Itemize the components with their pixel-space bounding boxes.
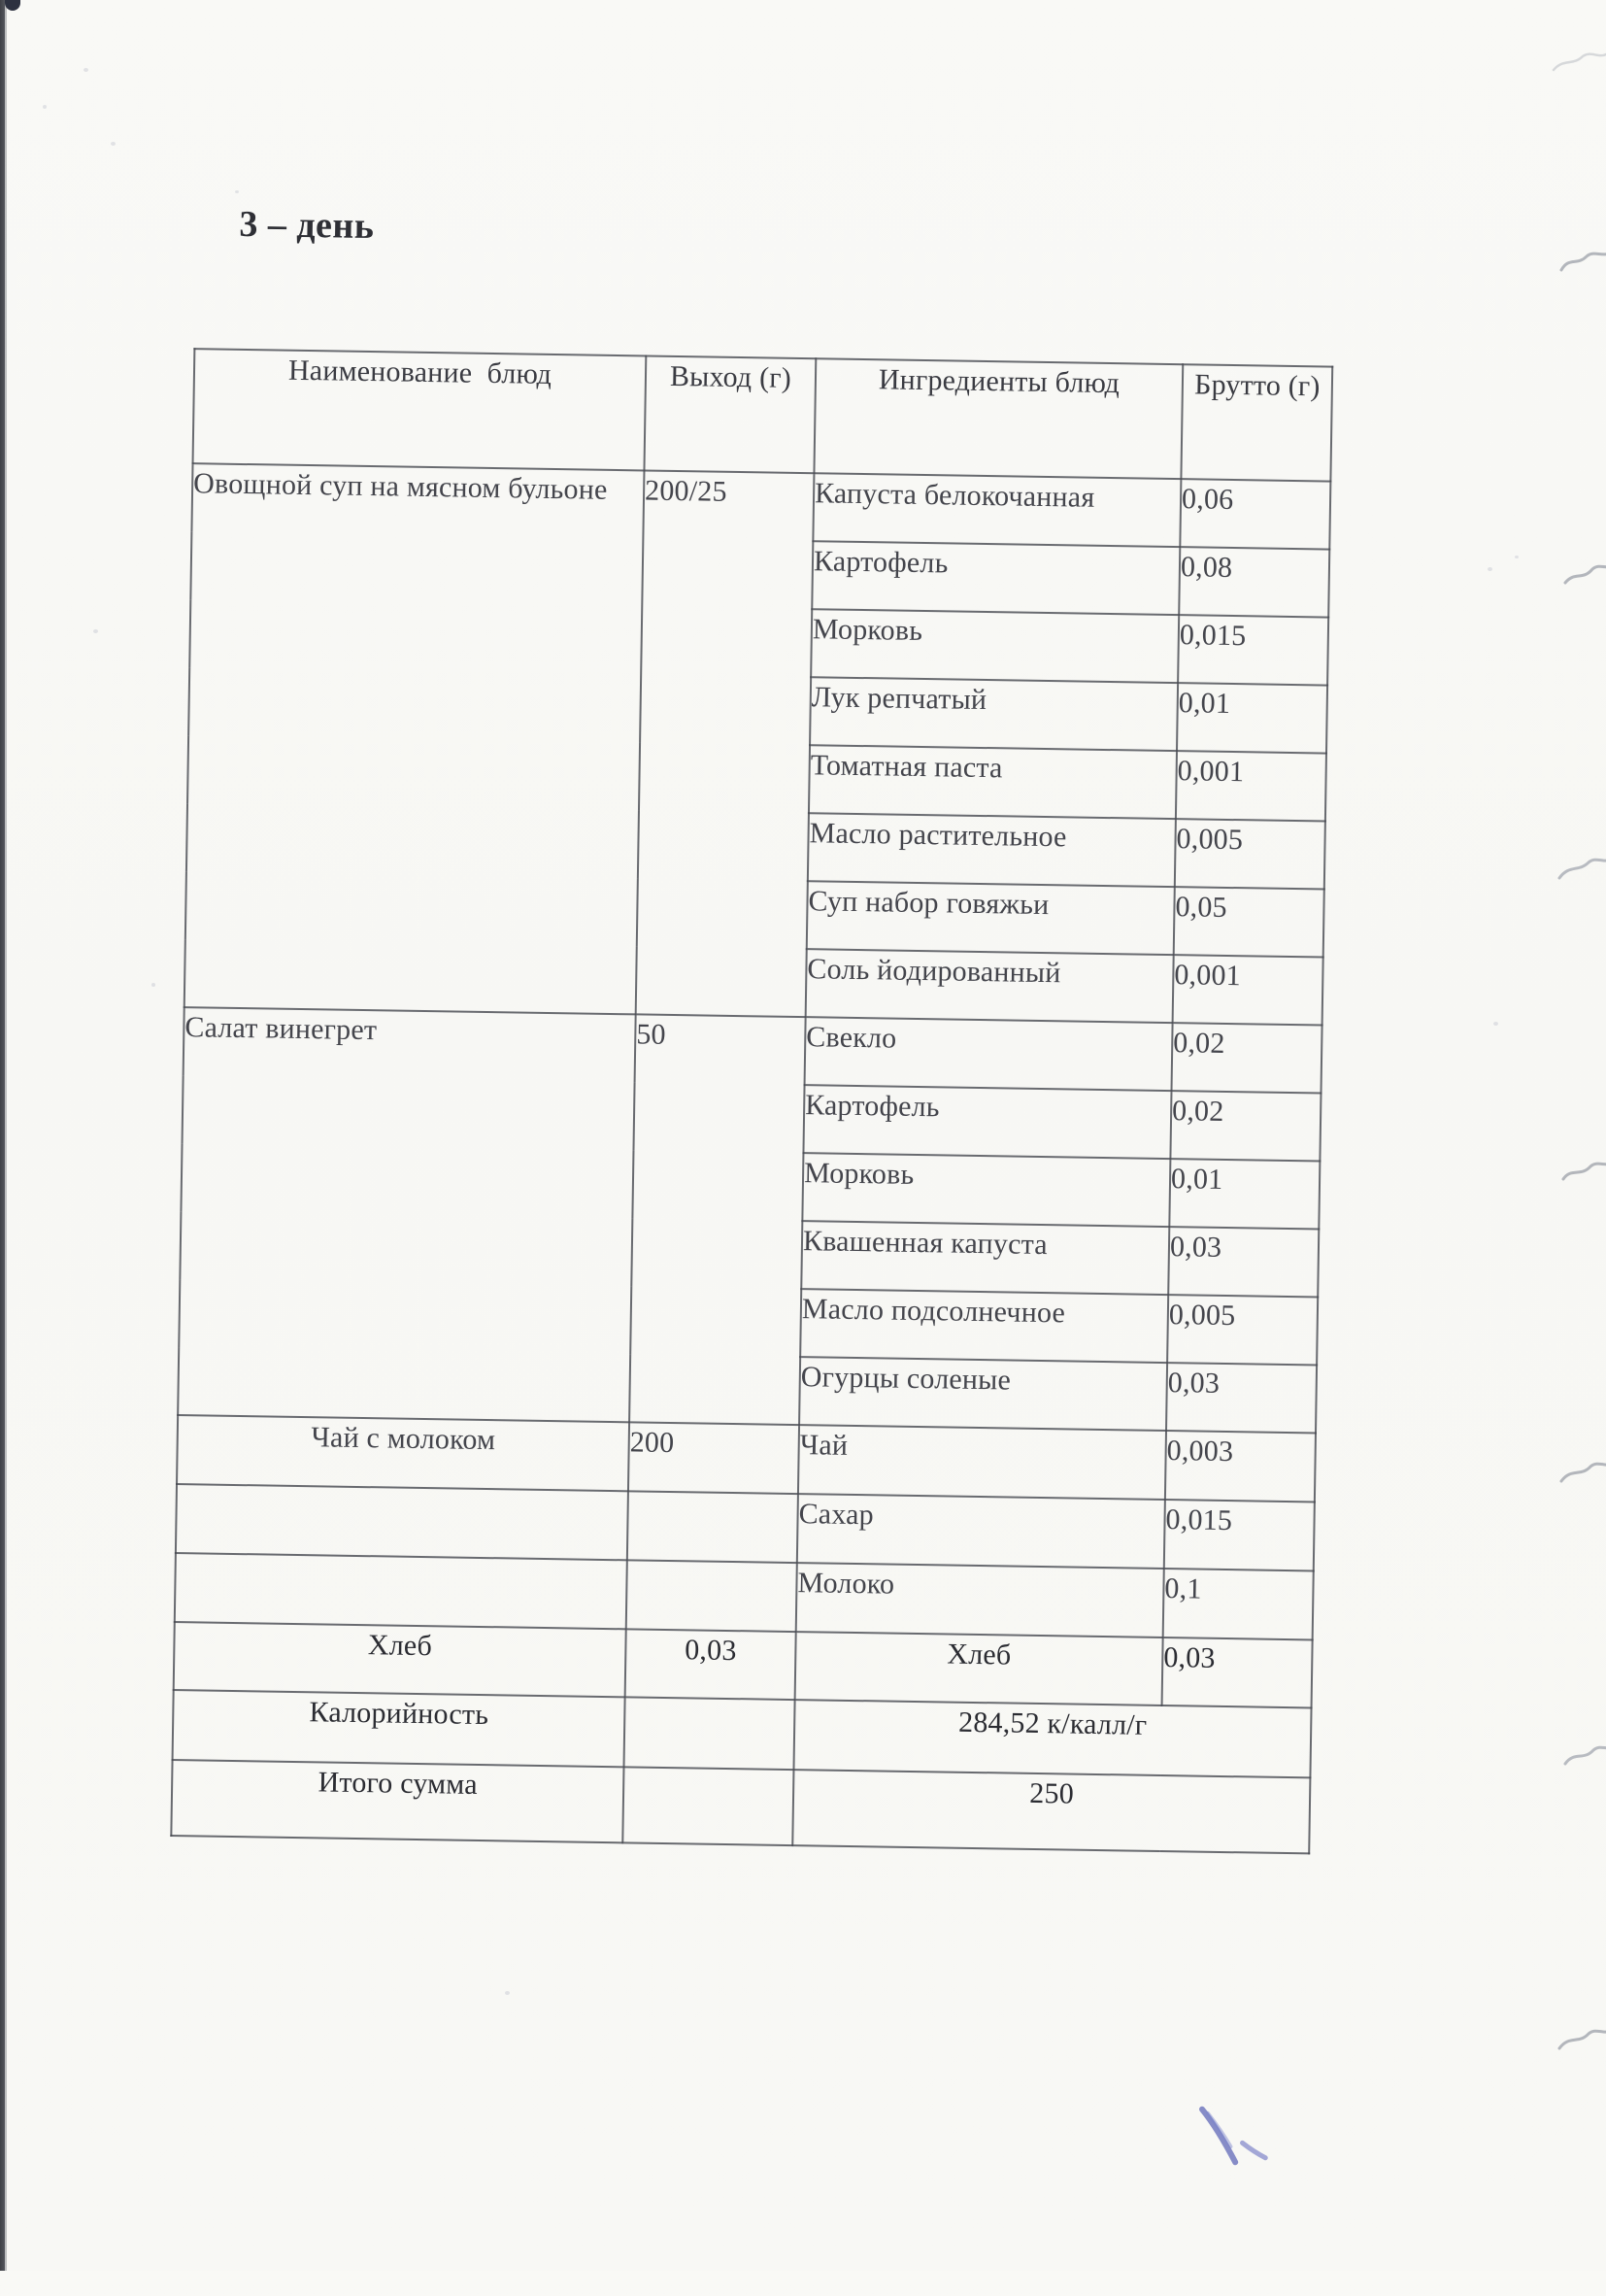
paper-speck [1488,567,1492,571]
ingredient-cell: Хлеб [795,1632,1163,1705]
dish-cell: Хлеб [174,1622,626,1697]
total-label: Итого сумма [171,1760,623,1842]
ingredient-cell: Морковь [802,1153,1170,1227]
scan-artifact-mark [1563,557,1606,591]
calories-label: Калорийность [173,1690,625,1767]
menu-table [170,348,1333,1854]
output-cell: 50 [629,1014,806,1425]
ingredient-cell: Сахар [797,1494,1165,1569]
paper-speck [43,105,47,109]
empty-cell [176,1484,628,1560]
dish-cell: Чай с молоком [177,1415,629,1491]
gross-cell: 0,05 [1174,887,1324,957]
scan-artifact-mark [1563,1739,1606,1772]
gross-cell: 0,015 [1164,1500,1315,1570]
paper-speck [1515,556,1519,558]
header-output: Выход (г) [644,355,816,473]
dish-cell: Салат винегрет [178,1007,636,1422]
gross-cell: 0,003 [1165,1431,1316,1502]
pen-mark [1182,2095,1290,2194]
ingredient-cell: Огурцы соленые [799,1357,1167,1431]
gross-cell: 0,03 [1168,1227,1319,1297]
gross-cell: 0,1 [1163,1569,1314,1639]
gross-cell: 0,001 [1176,751,1326,821]
ingredient-cell: Чай [798,1425,1166,1500]
empty-cell [622,1767,793,1845]
gross-cell: 0,01 [1169,1159,1320,1229]
ingredient-cell: Свекло [805,1017,1173,1091]
gross-cell: 0,02 [1170,1091,1321,1161]
paper-speck [151,983,155,987]
ingredient-cell: Масло подсолнечное [800,1289,1168,1363]
ingredient-cell: Квашенная капуста [801,1221,1169,1295]
scan-artifact-mark [1557,851,1606,884]
ingredient-cell: Томатная паста [809,745,1177,819]
header-ingredients: Ингредиенты блюд [814,358,1183,479]
scan-artifact-mark [1561,1154,1606,1187]
ingredient-cell: Соль йодированный [806,949,1174,1023]
scan-artifact-mark [1559,1455,1606,1488]
gross-cell: 0,03 [1162,1638,1313,1707]
ingredient-cell: Лук репчатый [810,677,1178,751]
empty-cell [175,1553,627,1629]
gross-cell: 0,06 [1180,479,1330,549]
gross-cell: 0,01 [1177,683,1327,753]
header-gross: Брутто (г) [1181,364,1332,481]
scanner-edge-shadow [5,0,7,2271]
ingredient-cell: Суп набор говяжьи [807,881,1175,955]
ingredient-cell: Картофель [803,1085,1171,1159]
paper-speck [505,1991,510,1995]
gross-cell: 0,015 [1178,615,1328,685]
gross-cell: 0,03 [1166,1363,1317,1433]
gross-cell: 0,02 [1172,1023,1322,1093]
paper-speck [93,629,98,633]
paper-speck [111,142,116,146]
gross-cell: 0,001 [1173,955,1323,1025]
scan-artifact-mark [1550,47,1606,80]
output-cell: 200 [628,1422,799,1494]
header-dish: Наименование блюд [193,349,647,470]
page-title: 3 – день [239,203,375,248]
ingredient-cell: Морковь [811,609,1179,683]
ingredient-cell: Капуста белокочанная [813,473,1181,547]
empty-cell [627,1491,798,1563]
paper-speck [84,68,88,72]
calories-value: 284,52 к/калл/г [793,1700,1311,1777]
gross-cell: 0,08 [1179,547,1329,617]
scan-artifact-mark [1557,2022,1606,2055]
empty-cell [624,1697,795,1770]
gross-cell: 0,005 [1175,819,1325,889]
total-value: 250 [792,1770,1310,1853]
table-header-row [193,349,1333,481]
output-cell: 0,03 [625,1629,796,1700]
paper-speck [1493,1022,1498,1026]
paper-speck [235,190,239,193]
dish-cell: Овощной суп на мясном бульоне [184,463,645,1014]
output-cell: 200/25 [636,470,815,1017]
ingredient-cell: Молоко [796,1563,1164,1638]
ingredient-cell: Картофель [812,541,1180,615]
empty-cell [626,1560,797,1632]
scan-artifact-mark [1559,245,1606,278]
ingredient-cell: Масло растительное [808,813,1176,887]
gross-cell: 0,005 [1167,1295,1318,1365]
